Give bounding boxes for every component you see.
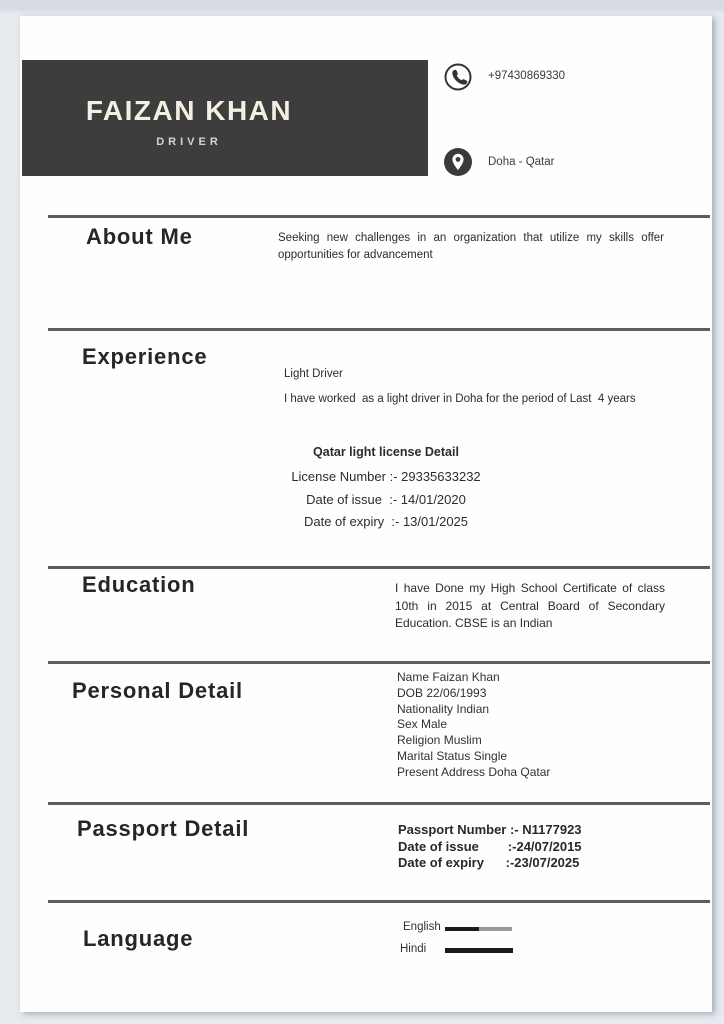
education-text: I have Done my High School Certificate of class 10th in 2015 at Central Board of Secondary Education. CBSE is an Indian: [395, 581, 665, 630]
section-divider: [48, 215, 710, 218]
candidate-name: FAIZAN KHAN: [85, 95, 293, 126]
section-divider: [48, 661, 710, 664]
candidate-role: DRIVER: [156, 136, 222, 148]
location-pin-icon: [443, 147, 473, 177]
language-bar-fill: [445, 927, 479, 931]
passport-expiry-date: Date of expiry :-23/07/2025: [398, 855, 580, 870]
passport-issue-date: Date of issue :-24/07/2015: [398, 838, 582, 854]
resume-page: [20, 16, 712, 1012]
section-title-experience: Experience: [82, 344, 208, 369]
section-divider: [48, 900, 710, 903]
experience-job-title: Light Driver: [284, 368, 343, 380]
header-name-inner: [22, 60, 356, 148]
language-bar-english: [445, 927, 512, 931]
language-bar-hindi: [445, 948, 513, 953]
section-divider: [48, 566, 710, 569]
personal-nationality: Nationality Indian: [397, 701, 490, 716]
phone-icon: [443, 62, 473, 92]
license-expiry-date: Date of expiry :- 13/01/2025: [303, 514, 469, 529]
experience-summary: I have worked as a light driver in Doha for the period of Last 4 years: [284, 393, 636, 405]
passport-detail-list: [398, 822, 582, 872]
personal-sex: Sex Male: [397, 717, 448, 732]
personal-name: Name Faizan Khan: [397, 670, 500, 684]
personal-religion: Religion Muslim: [397, 733, 482, 748]
personal-address: Present Address Doha Qatar: [397, 764, 551, 779]
header-name-block: [22, 60, 428, 176]
personal-detail-list: [397, 670, 550, 781]
section-title-language: Language: [83, 926, 194, 951]
license-detail-block: [250, 445, 522, 534]
license-issue-date: Date of issue :- 14/01/2020: [306, 491, 466, 507]
language-label-hindi: Hindi: [400, 943, 427, 955]
language-bar-fill: [445, 948, 513, 953]
section-divider: [48, 802, 710, 805]
location-text: Doha - Qatar: [488, 156, 555, 168]
phone-number: +97430869330: [488, 70, 566, 82]
about-text: Seeking new challenges in an organization that utilize my skills offer opportunities for advancement: [278, 232, 664, 261]
section-divider: [48, 328, 710, 331]
license-number: License Number :- 29335633232: [291, 469, 481, 484]
personal-marital-status: Marital Status Single: [397, 748, 508, 763]
license-heading: Qatar light license Detail: [313, 445, 459, 459]
section-title-personal: Personal Detail: [72, 678, 243, 703]
section-title-about: About Me: [86, 224, 193, 249]
language-label-english: English: [403, 921, 441, 933]
section-title-passport: Passport Detail: [77, 816, 250, 841]
passport-number: Passport Number :- N1177923: [398, 822, 582, 837]
personal-dob: DOB 22/06/1993: [397, 685, 487, 700]
section-title-education: Education: [82, 572, 196, 597]
